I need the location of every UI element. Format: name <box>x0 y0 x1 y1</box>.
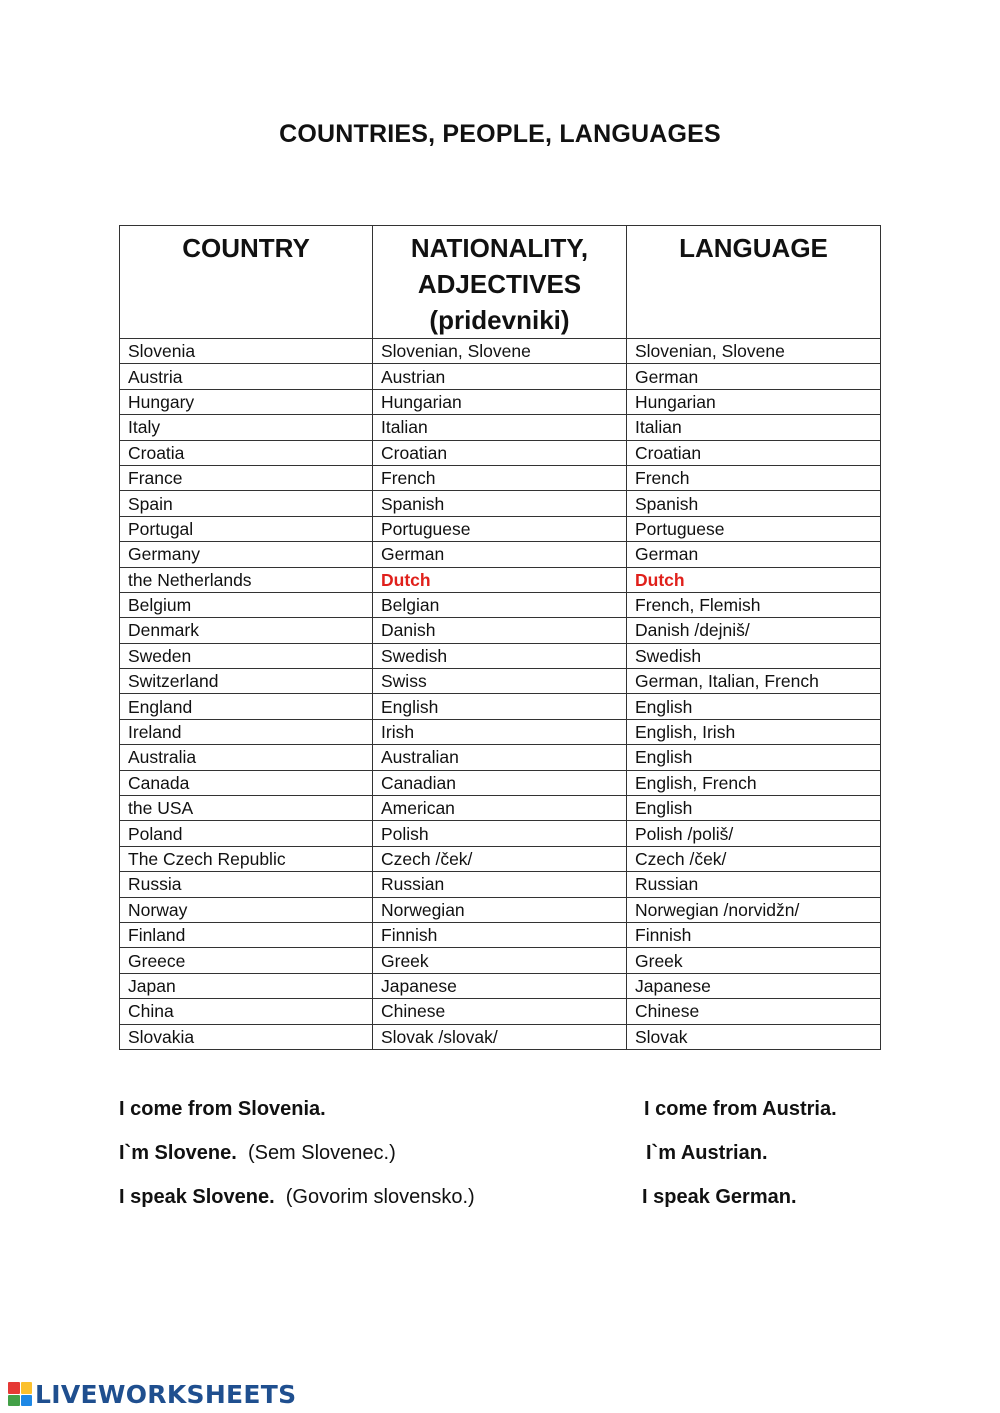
country-cell: France <box>120 465 373 490</box>
country-cell: Norway <box>120 897 373 922</box>
country-cell: Australia <box>120 745 373 770</box>
liveworksheets-logo-icon <box>8 1382 32 1406</box>
country-cell: Canada <box>120 770 373 795</box>
language-cell: Czech /ček/ <box>627 846 881 871</box>
table-row <box>120 846 881 871</box>
nationality-cell: Australian <box>373 745 627 770</box>
example-right-1 <box>644 1098 837 1121</box>
language-cell: Norwegian /norvidžn/ <box>627 897 881 922</box>
language-cell: Portuguese <box>627 516 881 541</box>
language-cell: Japanese <box>627 973 881 998</box>
example-right-3-text: I speak German. <box>642 1186 797 1208</box>
nationality-cell: Hungarian <box>373 389 627 414</box>
table-row <box>120 542 881 567</box>
table-row <box>120 339 881 364</box>
table-row <box>120 465 881 490</box>
country-cell: Russia <box>120 872 373 897</box>
example-left-1-text: I come from Slovenia. <box>119 1098 326 1120</box>
country-cell: Japan <box>120 973 373 998</box>
liveworksheets-logo[interactable] <box>8 1380 296 1408</box>
header-language: LANGUAGE <box>627 226 881 339</box>
language-cell: Polish /poliš/ <box>627 821 881 846</box>
nationality-cell: Portuguese <box>373 516 627 541</box>
language-cell: English, French <box>627 770 881 795</box>
nationality-cell: American <box>373 796 627 821</box>
language-cell: Hungarian <box>627 389 881 414</box>
language-cell: Russian <box>627 872 881 897</box>
country-cell: Italy <box>120 415 373 440</box>
table-row <box>120 1024 881 1049</box>
language-cell: Swedish <box>627 643 881 668</box>
language-cell: English <box>627 745 881 770</box>
table-body <box>120 339 881 1050</box>
language-cell: French, Flemish <box>627 592 881 617</box>
country-cell: Switzerland <box>120 669 373 694</box>
nationality-cell: Croatian <box>373 440 627 465</box>
table-row <box>120 999 881 1024</box>
table-row <box>120 516 881 541</box>
example-left-3-gloss: (Govorim slovensko.) <box>285 1186 475 1208</box>
table-row <box>120 694 881 719</box>
nationality-cell: Slovak /slovak/ <box>373 1024 627 1049</box>
table-row <box>120 643 881 668</box>
example-right-1-text: I come from Austria. <box>644 1098 837 1120</box>
nationality-cell: Russian <box>373 872 627 897</box>
nationality-cell: Italian <box>373 415 627 440</box>
nationality-cell: Dutch <box>373 567 627 592</box>
country-cell: China <box>120 999 373 1024</box>
nationality-cell: Japanese <box>373 973 627 998</box>
country-cell: Denmark <box>120 618 373 643</box>
nationality-cell: Irish <box>373 719 627 744</box>
table-row <box>120 364 881 389</box>
example-left-3-text: I speak Slovene. <box>119 1186 275 1208</box>
language-cell: Greek <box>627 948 881 973</box>
table-row <box>120 592 881 617</box>
table-row <box>120 669 881 694</box>
country-cell: England <box>120 694 373 719</box>
language-cell: Finnish <box>627 922 881 947</box>
nationality-cell: Belgian <box>373 592 627 617</box>
nationality-cell: Slovenian, Slovene <box>373 339 627 364</box>
language-cell: Spanish <box>627 491 881 516</box>
language-cell: Dutch <box>627 567 881 592</box>
language-cell: English <box>627 694 881 719</box>
table-row <box>120 491 881 516</box>
country-cell: Belgium <box>120 592 373 617</box>
language-cell: Croatian <box>627 440 881 465</box>
country-cell: Sweden <box>120 643 373 668</box>
table-row <box>120 567 881 592</box>
header-country: COUNTRY <box>120 226 373 339</box>
example-right-3 <box>642 1186 797 1209</box>
nationality-cell: Swedish <box>373 643 627 668</box>
language-cell: German, Italian, French <box>627 669 881 694</box>
table-row <box>120 796 881 821</box>
country-cell: Germany <box>120 542 373 567</box>
nationality-cell: Czech /ček/ <box>373 846 627 871</box>
example-left-1 <box>119 1098 326 1121</box>
country-cell: Finland <box>120 922 373 947</box>
language-cell: French <box>627 465 881 490</box>
example-left-2 <box>119 1142 396 1165</box>
nationality-cell: German <box>373 542 627 567</box>
nationality-cell: Swiss <box>373 669 627 694</box>
language-cell: English <box>627 796 881 821</box>
nationality-cell: Polish <box>373 821 627 846</box>
page-title: COUNTRIES, PEOPLE, LANGUAGES <box>279 120 721 148</box>
table-row <box>120 922 881 947</box>
language-cell: Slovenian, Slovene <box>627 339 881 364</box>
nationality-cell: Greek <box>373 948 627 973</box>
header-nationality-line1: NATIONALITY, <box>410 233 589 263</box>
country-cell: Poland <box>120 821 373 846</box>
country-cell: Croatia <box>120 440 373 465</box>
table-row <box>120 872 881 897</box>
table-row <box>120 618 881 643</box>
country-cell: Ireland <box>120 719 373 744</box>
country-cell: Slovenia <box>120 339 373 364</box>
language-cell: Danish /dejniš/ <box>627 618 881 643</box>
table-row <box>120 745 881 770</box>
table-row <box>120 719 881 744</box>
country-cell: Greece <box>120 948 373 973</box>
country-cell: Spain <box>120 491 373 516</box>
nationality-cell: Chinese <box>373 999 627 1024</box>
country-cell: Slovakia <box>120 1024 373 1049</box>
header-nationality-line2: ADJECTIVES <box>417 269 582 299</box>
language-cell: Slovak <box>627 1024 881 1049</box>
country-cell: the USA <box>120 796 373 821</box>
table-row <box>120 440 881 465</box>
nationality-cell: French <box>373 465 627 490</box>
example-right-2-text: I`m Austrian. <box>646 1142 768 1164</box>
table-row <box>120 973 881 998</box>
country-cell: The Czech Republic <box>120 846 373 871</box>
example-left-3 <box>119 1186 475 1209</box>
country-cell: Hungary <box>120 389 373 414</box>
table-row <box>120 948 881 973</box>
language-cell: Chinese <box>627 999 881 1024</box>
nationality-cell: English <box>373 694 627 719</box>
logo-text: LIVEWORKSHEETS <box>35 1379 297 1409</box>
nationality-cell: Finnish <box>373 922 627 947</box>
language-cell: German <box>627 364 881 389</box>
nationality-cell: Norwegian <box>373 897 627 922</box>
country-cell: Austria <box>120 364 373 389</box>
table-row <box>120 415 881 440</box>
country-cell: the Netherlands <box>120 567 373 592</box>
nationality-cell: Danish <box>373 618 627 643</box>
nationality-cell: Spanish <box>373 491 627 516</box>
country-cell: Portugal <box>120 516 373 541</box>
vocabulary-table <box>119 225 881 1050</box>
header-nationality-line3: (pridevniki) <box>429 305 570 335</box>
language-cell: English, Irish <box>627 719 881 744</box>
table-row <box>120 821 881 846</box>
table-row <box>120 897 881 922</box>
nationality-cell: Austrian <box>373 364 627 389</box>
table-row <box>120 389 881 414</box>
table-row <box>120 770 881 795</box>
language-cell: Italian <box>627 415 881 440</box>
example-left-2-gloss: (Sem Slovenec.) <box>247 1142 396 1164</box>
nationality-cell: Canadian <box>373 770 627 795</box>
language-cell: German <box>627 542 881 567</box>
table-header-row <box>120 226 881 339</box>
header-nationality <box>373 226 627 339</box>
example-left-2-text: I`m Slovene. <box>119 1142 237 1164</box>
example-right-2 <box>646 1142 768 1165</box>
